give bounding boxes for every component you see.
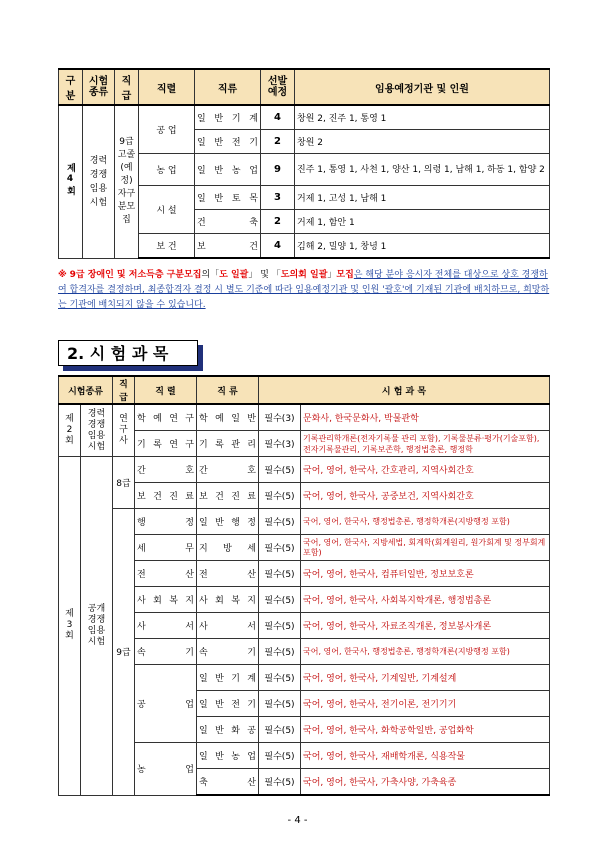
series-cell: 공 업 bbox=[139, 105, 195, 154]
recruitment-table bbox=[58, 68, 550, 259]
subjects-cell: 국어, 영어, 한국사, 재배학개론, 식용작물 bbox=[301, 743, 550, 769]
note-part5: 도의회 일괄 bbox=[280, 270, 328, 280]
header-field: 직 류 bbox=[197, 376, 259, 404]
round2-cell: 제 2 회 bbox=[59, 404, 81, 457]
field-cell: 사 서 bbox=[197, 613, 259, 639]
subjects-cell: 국어, 영어, 한국사, 지방세법, 회계학(회계원리, 원가회계 및 정부회계 포함) bbox=[301, 535, 550, 561]
req-cell: 필수(3) bbox=[259, 431, 301, 457]
field-cell: 사 회 복 지 bbox=[197, 587, 259, 613]
field-cell: 기 록 관 리 bbox=[197, 431, 259, 457]
header-grade: 직급 bbox=[113, 376, 135, 404]
subjects-cell: 국어, 영어, 한국사, 화학공학일반, 공업화학 bbox=[301, 717, 550, 743]
series-cell: 속 기 bbox=[135, 639, 197, 665]
req-cell: 필수(5) bbox=[259, 613, 301, 639]
header-grade: 직급 bbox=[115, 69, 139, 105]
field-cell: 일 반 전 기 bbox=[197, 691, 259, 717]
count-cell: 3 bbox=[261, 186, 295, 210]
series-cell: 보 건 진 료 bbox=[135, 483, 197, 509]
type2-cell: 경력 경쟁 임용 시험 bbox=[81, 404, 113, 457]
field-cell: 일 반 행 정 bbox=[197, 509, 259, 535]
req-cell: 필수(5) bbox=[259, 587, 301, 613]
round3-cell: 제 3 회 bbox=[59, 457, 81, 796]
grade8-cell: 8급 bbox=[113, 457, 135, 509]
subjects-cell: 국어, 영어, 한국사, 기계일반, 기계설계 bbox=[301, 665, 550, 691]
agencies-cell: 창원 2 bbox=[295, 130, 550, 154]
type3-cell: 공개 경쟁 임용 시험 bbox=[81, 457, 113, 796]
note-part8: 은 해당 분야 응시자 전체를 대상으로 상호 경쟁하여 합격자를 결정하며, 최종합격자 결정 시 별도 기준에 따라 임용예정기관 및 인원 '괄호'에 기재된 기관에 배치하므로, 희망하는 기관에 배치되지 않을 수 있습니다. bbox=[58, 270, 550, 310]
agencies-cell: 창원 2, 진주 1, 통영 1 bbox=[295, 105, 550, 130]
grade2-cell: 연 구 사 bbox=[113, 404, 135, 457]
req-cell: 필수(5) bbox=[259, 639, 301, 665]
count-cell: 2 bbox=[261, 130, 295, 154]
subjects-cell: 국어, 영어, 한국사, 공중보건, 지역사회간호 bbox=[301, 483, 550, 509]
count-cell: 4 bbox=[261, 105, 295, 130]
header-series: 직렬 bbox=[139, 69, 195, 105]
subjects-cell: 문화사, 한국문화사, 박물관학 bbox=[301, 404, 550, 431]
subjects-cell: 국어, 영어, 한국사, 행정법총론, 행정학개론(지방행정 포함) bbox=[301, 639, 550, 665]
req-cell: 필수(5) bbox=[259, 561, 301, 587]
field-cell: 보 건 bbox=[195, 234, 261, 259]
grade-cell: 9급고졸(예정)자구분모집 bbox=[115, 105, 139, 258]
agencies-cell: 거제 1, 고성 1, 남해 1 bbox=[295, 186, 550, 210]
note-part4: 」 및 「 bbox=[248, 270, 281, 280]
req-cell: 필수(5) bbox=[259, 457, 301, 483]
req-cell: 필수(5) bbox=[259, 535, 301, 561]
series-cell: 농 업 bbox=[135, 743, 197, 796]
grade9-cell: 9급 bbox=[113, 509, 135, 796]
header-exam-type: 시험 종류 bbox=[83, 69, 115, 105]
agencies-cell: 김해 2, 밀양 1, 창녕 1 bbox=[295, 234, 550, 259]
series-cell: 세 무 bbox=[135, 535, 197, 561]
field-cell: 간 호 bbox=[197, 457, 259, 483]
subjects-cell: 국어, 영어, 한국사, 행정법총론, 행정학개론(지방행정 포함) bbox=[301, 509, 550, 535]
header-subjects: 시 험 과 목 bbox=[259, 376, 550, 404]
note-part7: 모집 bbox=[336, 270, 354, 280]
field-cell: 건 축 bbox=[195, 210, 261, 234]
exam-subjects-table bbox=[58, 375, 550, 796]
header-agencies: 임용예정기관 및 인원 bbox=[295, 69, 550, 105]
count-cell: 9 bbox=[261, 154, 295, 186]
note-mark: ※ bbox=[58, 270, 67, 280]
series-cell: 보 건 bbox=[139, 234, 195, 259]
req-cell: 필수(5) bbox=[259, 743, 301, 769]
subjects-cell: 기록관리학개론(전자기록물 관리 포함), 기록물분류·평가(기술포함), 전자기록물관리, 기록보존학, 행정법총론, 행정학 bbox=[301, 431, 550, 457]
placement-note bbox=[58, 268, 550, 313]
page-number: - 4 - bbox=[287, 815, 308, 826]
series-cell: 시 설 bbox=[139, 186, 195, 234]
section-title: 2. 시 험 과 목 bbox=[58, 340, 198, 366]
note-part6: 」 bbox=[327, 270, 337, 280]
field-cell: 일 반 전 기 bbox=[195, 130, 261, 154]
subjects-cell: 국어, 영어, 한국사, 사회복지학개론, 행정법총론 bbox=[301, 587, 550, 613]
field-cell: 일 반 토 목 bbox=[195, 186, 261, 210]
series-cell: 전 산 bbox=[135, 561, 197, 587]
field-cell: 지 방 세 bbox=[197, 535, 259, 561]
note-part3: 도 일괄 bbox=[219, 270, 249, 280]
series-cell: 학 예 연 구 bbox=[135, 404, 197, 431]
req-cell: 필수(5) bbox=[259, 717, 301, 743]
header-division: 구분 bbox=[59, 69, 83, 105]
header-series: 직 렬 bbox=[135, 376, 197, 404]
series-cell: 공 업 bbox=[135, 665, 197, 743]
field-cell: 일 반 기 계 bbox=[195, 105, 261, 130]
series-cell: 행 정 bbox=[135, 509, 197, 535]
subjects-cell: 국어, 영어, 한국사, 간호관리, 지역사회간호 bbox=[301, 457, 550, 483]
agencies-cell: 거제 1, 함안 1 bbox=[295, 210, 550, 234]
header-field: 직류 bbox=[195, 69, 261, 105]
field-cell: 축 산 bbox=[197, 769, 259, 796]
field-cell: 전 산 bbox=[197, 561, 259, 587]
header-planned: 선발 예정 bbox=[261, 69, 295, 105]
count-cell: 2 bbox=[261, 210, 295, 234]
series-cell: 사 서 bbox=[135, 613, 197, 639]
req-cell: 필수(3) bbox=[259, 404, 301, 431]
req-cell: 필수(5) bbox=[259, 691, 301, 717]
req-cell: 필수(5) bbox=[259, 509, 301, 535]
field-cell: 일 반 농 업 bbox=[195, 154, 261, 186]
series-cell: 사 회 복 지 bbox=[135, 587, 197, 613]
subjects-cell: 국어, 영어, 한국사, 컴퓨터일반, 정보보호론 bbox=[301, 561, 550, 587]
req-cell: 필수(5) bbox=[259, 769, 301, 796]
field-cell: 일 반 기 계 bbox=[197, 665, 259, 691]
subjects-cell: 국어, 영어, 한국사, 전기이론, 전기기기 bbox=[301, 691, 550, 717]
note-part2: 의「 bbox=[201, 270, 220, 280]
note-part1: 9급 장애인 및 저소득층 구분모집 bbox=[69, 270, 202, 280]
exam-type-cell: 경력경쟁임용시험 bbox=[83, 105, 115, 258]
req-cell: 필수(5) bbox=[259, 483, 301, 509]
series-cell: 간 호 bbox=[135, 457, 197, 483]
series-cell: 농 업 bbox=[139, 154, 195, 186]
series-cell: 기 록 연 구 bbox=[135, 431, 197, 457]
field-cell: 일 반 화 공 bbox=[197, 717, 259, 743]
subjects-cell: 국어, 영어, 한국사, 자료조직개론, 정보봉사개론 bbox=[301, 613, 550, 639]
field-cell: 일 반 농 업 bbox=[197, 743, 259, 769]
field-cell: 속 기 bbox=[197, 639, 259, 665]
field-cell: 보 건 진 료 bbox=[197, 483, 259, 509]
count-cell: 4 bbox=[261, 234, 295, 259]
round-cell: 제4회 bbox=[59, 105, 83, 258]
subjects-cell: 국어, 영어, 한국사, 가축사양, 가축육종 bbox=[301, 769, 550, 796]
agencies-cell: 진주 1, 통영 1, 사천 1, 양산 1, 의령 1, 남해 1, 하동 1, 함양 2 bbox=[295, 154, 550, 186]
req-cell: 필수(5) bbox=[259, 665, 301, 691]
header-exam-type: 시험종류 bbox=[59, 376, 113, 404]
field-cell: 학 예 일 반 bbox=[197, 404, 259, 431]
